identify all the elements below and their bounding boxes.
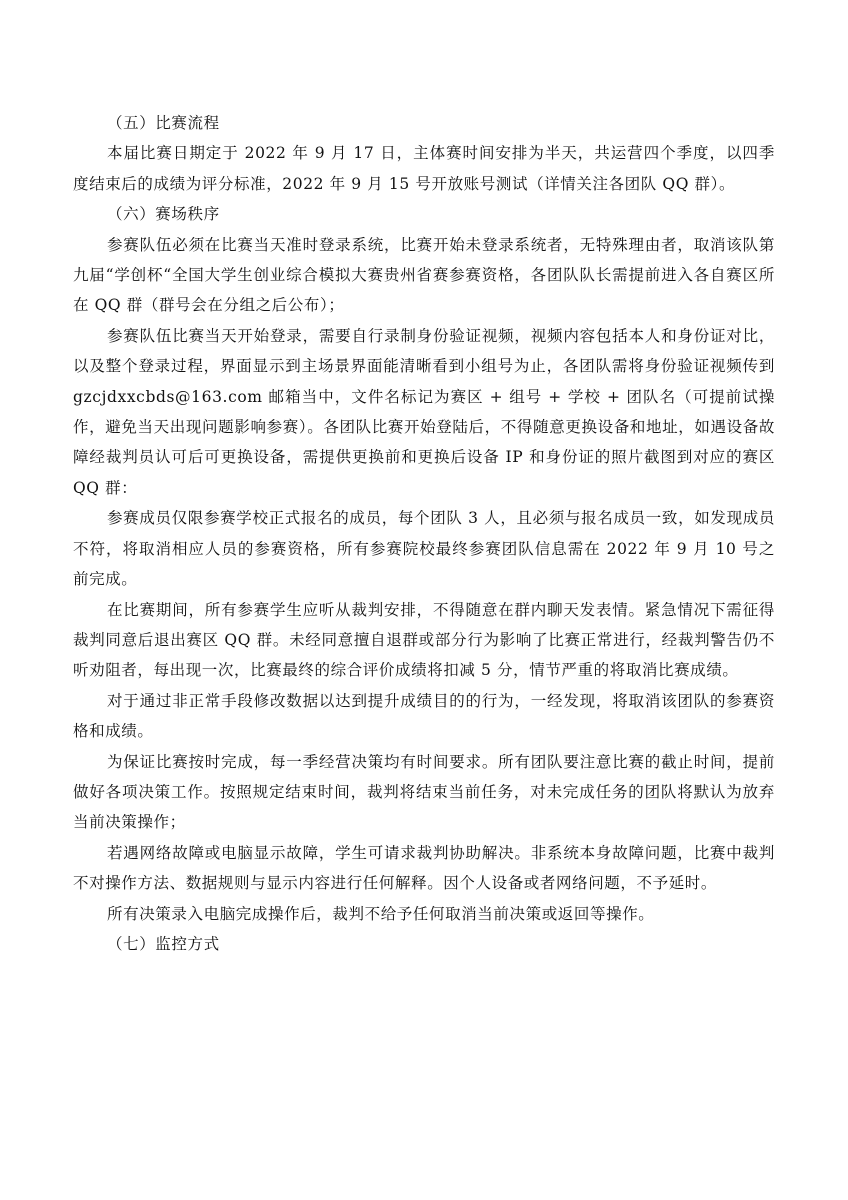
section-5-heading: （五）比赛流程 <box>107 114 220 132</box>
section-6-paragraph-verification: 参赛队伍比赛当天开始登录，需要自行录制身份验证视频，视频内容包括本人和身份证对比，以及整个登录过程，界面显示到主场景界面能清晰看到小组号为止，各团队需将身份验证视频传到 gzcjdxxcbds@163.com 邮箱当中，文件名标记为赛区 + 组号 + 学校 + 团队名（可提前试操作，避免当天出现问题影响参赛）。各团队比赛开始登陆后，不得随意更换设备和地址，如遇设备故障经裁判员认可后可更换设备，需提供更换前和更换后设备 IP 和身份证的照片截图到对应的赛区 QQ 群： <box>73 326 775 497</box>
section-6-paragraph-final: 所有决策录入电脑完成操作后，裁判不给予任何取消当前决策或返回等操作。 <box>107 904 655 923</box>
section-6-paragraph-faults: 若遇网络故障或电脑显示故障，学生可请求裁判协助解决。非系统本身故障问题，比赛中裁判不对操作方法、数据规则与显示内容进行任何解释。因个人设备或者网络问题，不予延时。 <box>73 843 775 893</box>
section-7-heading: （七）监控方式 <box>107 934 220 953</box>
section-6-paragraph-members: 参赛成员仅限参赛学校正式报名的成员，每个团队 3 人，且必须与报名成员一致，如发现成员不符，将取消相应人员的参赛资格，所有参赛院校最终参赛团队信息需在 2022 年 9 月 10 号之前完成。 <box>73 509 775 589</box>
section-5-paragraph: 本届比赛日期定于 2022 年 9 月 17 日，主体赛时间安排为半天，共运营四个季度，以四季度结束后的成绩为评分标准，2022 年 9 月 15 号开放账号测试（详情关注各团队 QQ 群）。 <box>73 144 775 193</box>
section-6-paragraph-deadline: 为保证比赛按时完成，每一季经营决策均有时间要求。所有团队要注意比赛的截止时间，提前做好各项决策工作。按照规定结束时间，裁判将结束当前任务，对未完成任务的团队将默认为放弃当前决策操作； <box>73 752 775 832</box>
section-6-heading: （六）赛场秩序 <box>107 205 220 224</box>
section-6-paragraph-discipline: 在比赛期间，所有参赛学生应听从裁判安排，不得随意在群内聊天发表情。紧急情况下需征得裁判同意后退出赛区 QQ 群。未经同意擅自退群或部分行为影响了比赛正常进行，经裁判警告仍不听劝阻者，每出现一次，比赛最终的综合评价成绩将扣减 5 分，情节严重的将取消比赛成绩。 <box>73 600 775 680</box>
section-6-paragraph-cheating: 对于通过非正常手段修改数据以达到提升成绩目的的行为，一经发现，将取消该团队的参赛资格和成绩。 <box>73 691 775 741</box>
section-6-paragraph-login: 参赛队伍必须在比赛当天准时登录系统，比赛开始未登录系统者，无特殊理由者，取消该队第九届“学创杯“全国大学生创业综合模拟大赛贵州省赛参赛资格，各团队队长需提前进入各自赛区所在 QQ 群（群号会在分组之后公布）； <box>73 235 775 315</box>
